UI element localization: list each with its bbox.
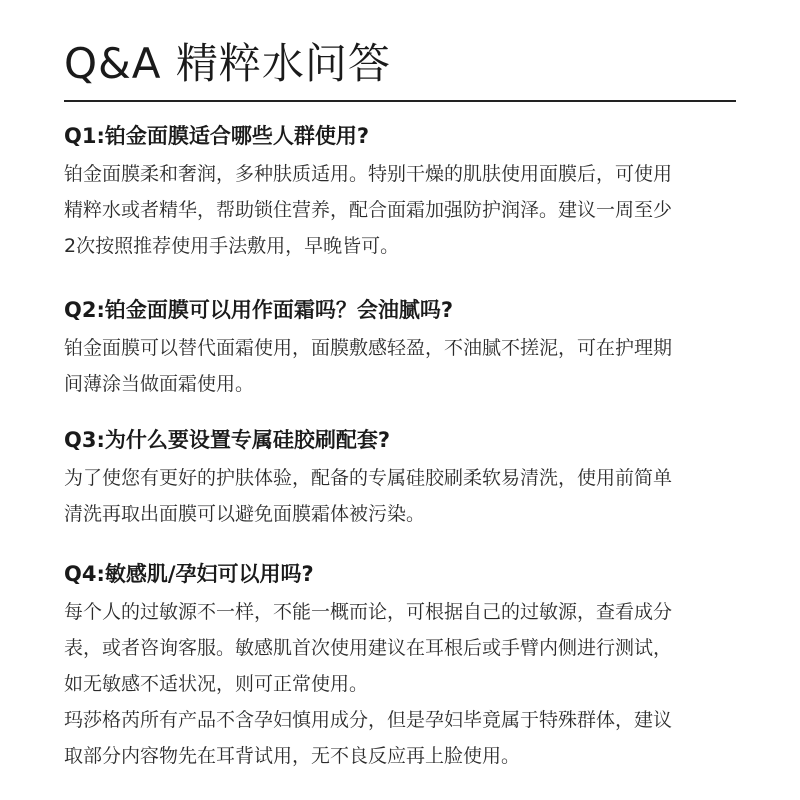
answer-4-line: 表，或者咨询客服。敏感肌首次使用建议在耳根后或手臂内侧进行测试， <box>64 637 673 659</box>
answer-1-line: 铂金面膜柔和奢润，多种肤质适用。特别干燥的肌肤使用面膜后，可使用 <box>64 163 673 185</box>
answer-2-line: 铂金面膜可以替代面霜使用，面膜敷感轻盈，不油腻不搓泥，可在护理期 <box>64 337 673 359</box>
answer-3-line: 清洗再取出面膜可以避免面膜霜体被污染。 <box>64 503 426 525</box>
qa-item-3 <box>64 426 740 532</box>
answer-4-line: 玛莎格芮所有产品不含孕妇慎用成分，但是孕妇毕竟属于特殊群体，建议 <box>64 709 673 731</box>
answer-4 <box>64 594 740 774</box>
answer-2 <box>64 330 740 402</box>
question-2: Q2:铂金面膜可以用作面霜吗？会油腻吗? <box>64 298 454 322</box>
answer-4-line: 如无敏感不适状况，则可正常使用。 <box>64 673 369 695</box>
answer-1 <box>64 156 740 264</box>
answer-3-line: 为了使您有更好的护肤体验，配备的专属硅胶刷柔软易清洗，使用前简单 <box>64 467 673 489</box>
qa-item-4 <box>64 560 740 774</box>
qa-item-1 <box>64 122 740 264</box>
title-divider <box>64 100 736 102</box>
answer-4-line: 取部分内容物先在耳背试用，无不良反应再上脸使用。 <box>64 745 521 767</box>
answer-4-line: 每个人的过敏源不一样，不能一概而论，可根据自己的过敏源，查看成分 <box>64 601 673 623</box>
answer-2-line: 间薄涂当做面霜使用。 <box>64 373 255 395</box>
question-3: Q3:为什么要设置专属硅胶刷配套? <box>64 428 391 452</box>
question-4: Q4:敏感肌/孕妇可以用吗? <box>64 562 314 586</box>
answer-1-line: 精粹水或者精华，帮助锁住营养，配合面霜加强防护润泽。建议一周至少 <box>64 199 673 221</box>
question-1: Q1:铂金面膜适合哪些人群使用? <box>64 124 370 148</box>
qa-item-2 <box>64 296 740 402</box>
answer-3 <box>64 460 740 532</box>
answer-1-line: 2次按照推荐使用手法敷用，早晚皆可。 <box>64 235 400 257</box>
page-title: Q&A 精粹水问答 <box>64 39 391 88</box>
